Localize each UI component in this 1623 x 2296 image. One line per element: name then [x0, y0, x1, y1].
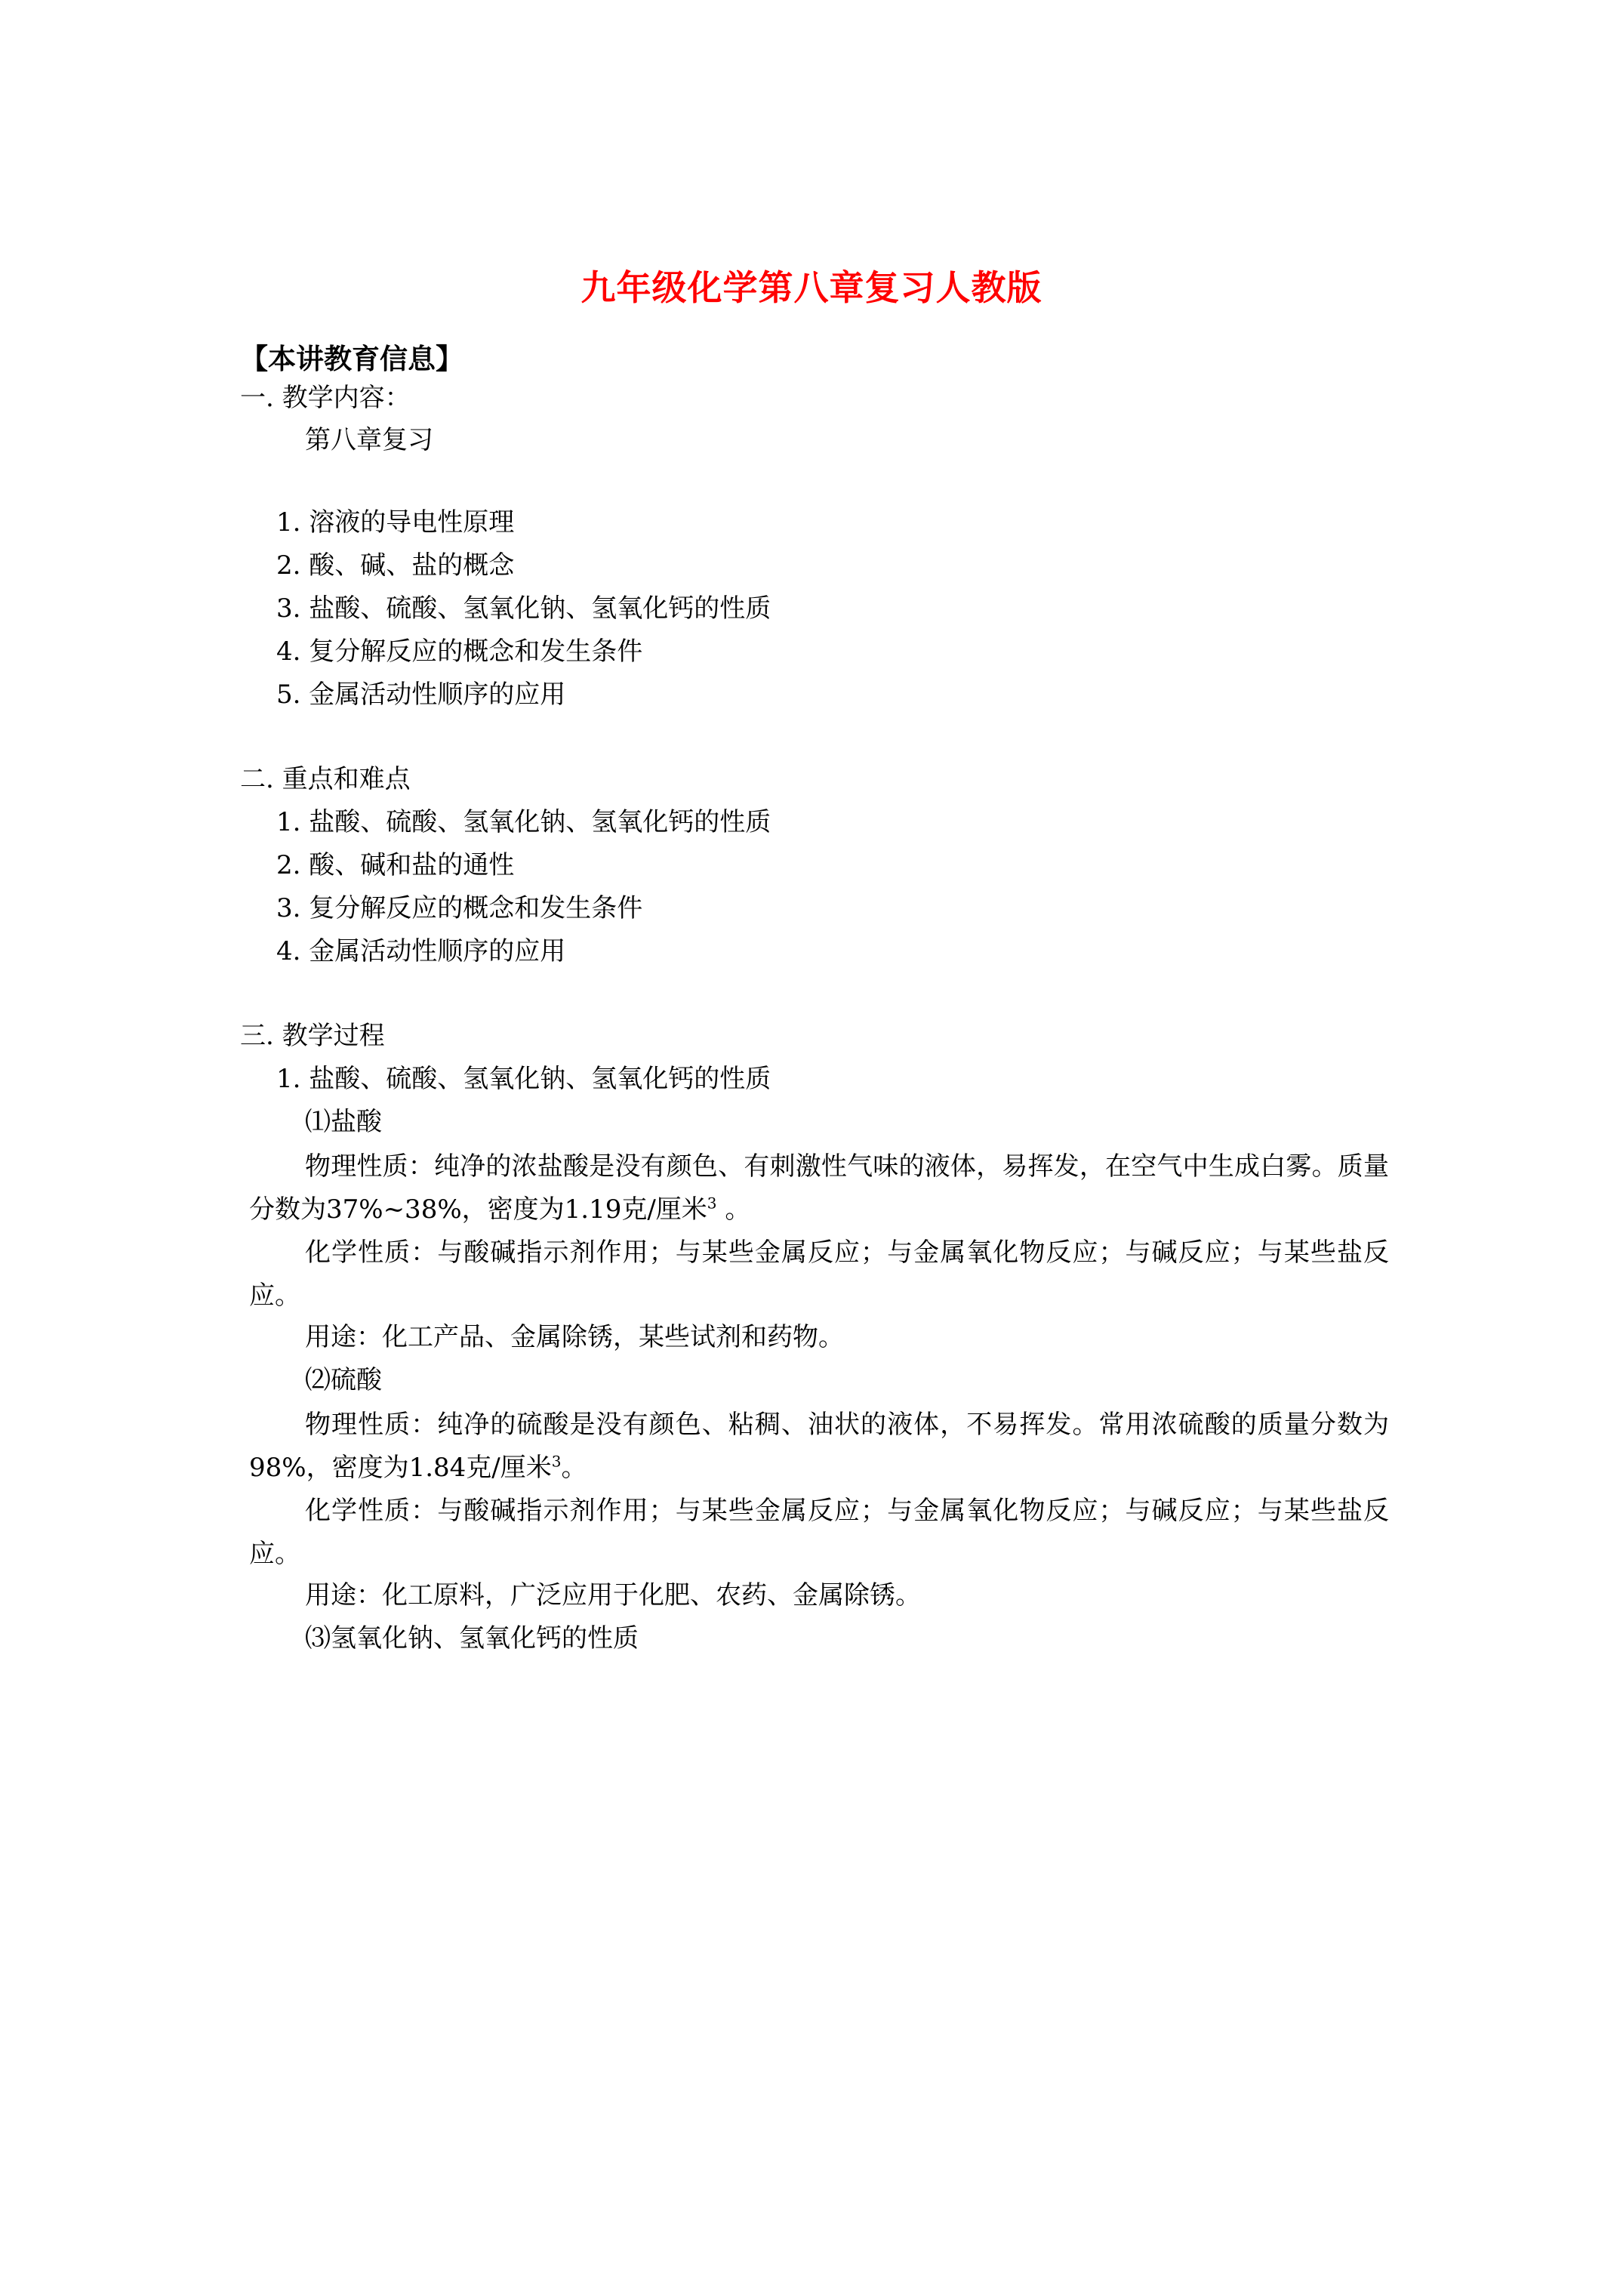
list-item: 3. 复分解反应的概念和发生条件 [276, 893, 643, 923]
hcl-usage: 用途：化工产品、金属除锈，某些试剂和药物。 [305, 1322, 844, 1352]
info-header: 【本讲教育信息】 [240, 342, 463, 375]
h2so4-label: ⑵硫酸 [305, 1365, 382, 1395]
hcl-label: ⑴盐酸 [305, 1107, 382, 1137]
hcl-physical-paragraph [249, 1145, 1389, 1231]
h2so4-chemical-paragraph: 化学性质：与酸碱指示剂作用；与某些金属反应；与金属氧化物反应；与碱反应；与某些盐反应。 [249, 1496, 1389, 1569]
hcl-chemical-paragraph: 化学性质：与酸碱指示剂作用；与某些金属反应；与金属氧化物反应；与碱反应；与某些盐反应。 [249, 1237, 1389, 1311]
section-2-heading: 二. 重点和难点 [240, 764, 411, 794]
hcl-physical-sup: 3 [707, 1194, 717, 1213]
naoh-label: ⑶氢氧化钠、氢氧化钙的性质 [305, 1623, 639, 1653]
section-3-heading: 三. 教学过程 [240, 1021, 385, 1051]
list-item: 1. 盐酸、硫酸、氢氧化钠、氢氧化钙的性质 [276, 807, 771, 837]
list-item: 2. 酸、碱、盐的概念 [276, 550, 515, 581]
list-item: 3. 盐酸、硫酸、氢氧化钠、氢氧化钙的性质 [276, 593, 771, 624]
list-item: 2. 酸、碱和盐的通性 [276, 850, 515, 880]
document-title: 九年级化学第八章复习人教版 [581, 267, 1042, 308]
list-item: 1. 溶液的导电性原理 [276, 507, 515, 538]
list-item: 4. 复分解反应的概念和发生条件 [276, 636, 643, 667]
h2so4-physical-end: 。 [561, 1453, 587, 1483]
h2so4-physical-paragraph [249, 1404, 1389, 1490]
list-item: 4. 金属活动性顺序的应用 [276, 936, 566, 966]
hcl-physical-end: 。 [716, 1194, 751, 1225]
hcl-physical-text: 物理性质：纯净的浓盐酸是没有颜色、有刺激性气味的液体，易挥发，在空气中生成白雾。质量分数为37%~38%，密度为1.19克/厘米 [249, 1151, 1389, 1225]
section-1-subtitle: 第八章复习 [305, 425, 433, 455]
h2so4-physical-sup: 3 [551, 1452, 562, 1471]
h2so4-usage: 用途：化工原料，广泛应用于化肥、农药、金属除锈。 [305, 1580, 921, 1610]
list-item: 5. 金属活动性顺序的应用 [276, 680, 566, 710]
process-item-1: 1. 盐酸、硫酸、氢氧化钠、氢氧化钙的性质 [276, 1064, 771, 1094]
h2so4-physical-text: 物理性质：纯净的硫酸是没有颜色、粘稠、油状的液体，不易挥发。常用浓硫酸的质量分数为98%，密度为1.84克/厘米 [249, 1410, 1389, 1483]
section-1-heading: 一. 教学内容： [240, 383, 411, 413]
